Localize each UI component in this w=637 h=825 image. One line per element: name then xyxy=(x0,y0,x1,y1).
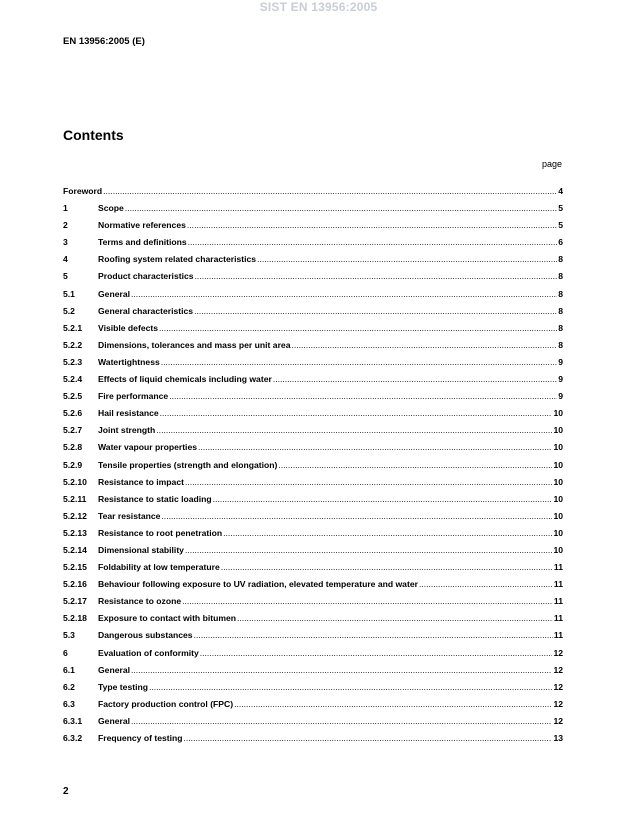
toc-entry[interactable] xyxy=(63,391,563,408)
toc-dot-leader xyxy=(237,613,553,623)
toc-entry-page: 10 xyxy=(553,425,563,436)
toc-entry[interactable] xyxy=(63,477,563,494)
toc-entry-title: Scope xyxy=(98,203,124,214)
toc-dot-leader xyxy=(194,306,557,316)
toc-entry-number: 3 xyxy=(63,237,68,248)
toc-entry-page: 5 xyxy=(558,220,563,231)
toc-entry-page: 11 xyxy=(553,630,563,641)
toc-dot-leader xyxy=(131,716,552,726)
toc-entry-page: 12 xyxy=(553,715,563,726)
toc-entry-title: Factory production control (FPC) xyxy=(98,698,234,709)
toc-entry-number: 5.2.2 xyxy=(63,339,83,350)
toc-entry[interactable] xyxy=(63,579,563,596)
toc-dot-leader xyxy=(131,665,552,675)
toc-entry-number: 6.3 xyxy=(63,698,75,709)
toc-dot-leader xyxy=(184,733,553,743)
toc-entry-page: 8 xyxy=(558,288,563,299)
toc-dot-leader xyxy=(419,579,553,589)
toc-entry-title: Tensile properties (strength and elongation) xyxy=(98,459,278,470)
toc-entry-page: 4 xyxy=(558,186,563,196)
toc-dot-leader xyxy=(160,408,553,418)
toc-entry-title: Dimensions, tolerances and mass per unit area xyxy=(98,339,291,350)
toc-entry-title: Joint strength xyxy=(98,425,156,436)
toc-entry-page: 8 xyxy=(558,339,563,350)
toc-entry-title: Behaviour following exposure to UV radiation, elevated temperature and water xyxy=(98,579,418,590)
toc-entry-number: 5.2.10 xyxy=(63,476,87,487)
toc-entry[interactable] xyxy=(63,733,563,750)
toc-entry-page: 10 xyxy=(553,476,563,487)
toc-entry-title: Evaluation of conformity xyxy=(98,647,199,658)
toc-dot-leader xyxy=(125,203,557,213)
toc-entry[interactable] xyxy=(63,648,563,665)
toc-entry[interactable] xyxy=(63,203,563,220)
toc-entry-title: Roofing system related characteristics xyxy=(98,254,257,265)
toc-entry-number: 6.1 xyxy=(63,664,75,675)
toc-entry-number: 5.2.9 xyxy=(63,459,83,470)
toc-entry-page: 12 xyxy=(553,664,563,675)
toc-entry[interactable] xyxy=(63,682,563,699)
toc-dot-leader xyxy=(194,630,553,640)
toc-entry-number: 5.2.1 xyxy=(63,322,83,333)
toc-dot-leader xyxy=(185,545,552,555)
toc-entry[interactable] xyxy=(63,630,563,647)
page-column-label: page xyxy=(541,159,562,169)
toc-entry-page: 12 xyxy=(553,647,563,658)
toc-entry[interactable] xyxy=(63,613,563,630)
toc-entry-number: 5.2.13 xyxy=(63,527,87,538)
toc-entry[interactable] xyxy=(63,237,563,254)
toc-dot-leader xyxy=(161,357,557,367)
toc-entry-number: 5.3 xyxy=(63,630,75,641)
toc-dot-leader xyxy=(185,477,552,487)
toc-entry-title: Fire performance xyxy=(98,391,169,402)
page-number: 2 xyxy=(63,786,69,797)
toc-entry[interactable] xyxy=(63,460,563,477)
toc-dot-leader xyxy=(182,596,553,606)
toc-entry-title: Resistance to root penetration xyxy=(98,527,223,538)
toc-entry-title: General xyxy=(98,288,131,299)
toc-entry[interactable] xyxy=(63,528,563,545)
toc-dot-leader xyxy=(198,442,552,452)
toc-entry-number: 5.2.7 xyxy=(63,425,83,436)
toc-entry-number: 4 xyxy=(63,254,68,265)
toc-entry[interactable] xyxy=(63,340,563,357)
toc-dot-leader xyxy=(223,528,552,538)
toc-entry-title: Foldability at low temperature xyxy=(98,562,220,573)
toc-entry[interactable] xyxy=(63,186,563,203)
toc-entry-number: 5.2.12 xyxy=(63,510,87,521)
toc-dot-leader xyxy=(169,391,557,401)
toc-entry-number: 5.2.4 xyxy=(63,374,83,385)
toc-dot-leader xyxy=(131,289,557,299)
toc-entry-number: 6.3.2 xyxy=(63,733,83,743)
toc-entry-title: General xyxy=(98,715,131,726)
toc-entry[interactable] xyxy=(63,545,563,562)
toc-dot-leader xyxy=(273,374,557,384)
toc-entry-title: General xyxy=(98,664,131,675)
toc-entry-number: 5.2.3 xyxy=(63,356,83,367)
toc-entry-number: 5.2 xyxy=(63,305,75,316)
toc-entry-page: 8 xyxy=(558,305,563,316)
toc-entry-title: Watertightness xyxy=(98,356,160,367)
toc-dot-leader xyxy=(156,425,552,435)
toc-entry[interactable] xyxy=(63,323,563,340)
toc-entry-title: Resistance to ozone xyxy=(98,596,182,607)
toc-entry[interactable] xyxy=(63,254,563,271)
toc-dot-leader xyxy=(195,271,558,281)
toc-entry-title: Foreword xyxy=(63,186,103,196)
toc-entry-number: 2 xyxy=(63,220,68,231)
toc-entry-page: 5 xyxy=(558,203,563,214)
toc-entry-page: 11 xyxy=(553,562,563,573)
toc-entry[interactable] xyxy=(63,357,563,374)
toc-entry-page: 12 xyxy=(553,698,563,709)
toc-entry-title: Exposure to contact with bitumen xyxy=(98,613,236,624)
toc-entry-number: 5.2.17 xyxy=(63,596,87,607)
toc-entry-title: Water vapour properties xyxy=(98,442,198,453)
toc-dot-leader xyxy=(291,340,557,350)
toc-entry-page: 10 xyxy=(553,459,563,470)
toc-entry[interactable] xyxy=(63,494,563,511)
toc-entry-title: General characteristics xyxy=(98,305,194,316)
toc-entry-number: 5.2.11 xyxy=(63,493,87,504)
toc-entry-number: 5 xyxy=(63,271,68,282)
document-header: EN 13956:2005 (E) xyxy=(63,36,145,47)
toc-entry-number: 6.3.1 xyxy=(63,715,83,726)
toc-entry-number: 5.2.5 xyxy=(63,391,83,402)
toc-entry-title: Effects of liquid chemicals including water xyxy=(98,374,272,385)
toc-entry-title: Resistance to static loading xyxy=(98,493,212,504)
toc-entry-number: 5.2.16 xyxy=(63,579,87,590)
toc-entry[interactable] xyxy=(63,442,563,459)
toc-entry-title: Resistance to impact xyxy=(98,476,184,487)
toc-entry-page: 8 xyxy=(558,254,563,265)
toc-entry-page: 8 xyxy=(558,271,563,282)
toc-entry-page: 13 xyxy=(553,733,563,743)
toc-entry-number: 5.2.6 xyxy=(63,408,83,419)
toc-entry[interactable] xyxy=(63,408,563,425)
toc-entry-page: 6 xyxy=(558,237,563,248)
toc-dot-leader xyxy=(200,648,553,658)
toc-entry-title: Tear resistance xyxy=(98,510,161,521)
toc-entry-page: 8 xyxy=(558,322,563,333)
toc-entry[interactable] xyxy=(63,716,563,733)
toc-dot-leader xyxy=(149,682,552,692)
toc-entry[interactable] xyxy=(63,289,563,306)
toc-entry[interactable] xyxy=(63,271,563,288)
toc-entry-number: 5.2.18 xyxy=(63,613,87,624)
toc-dot-leader xyxy=(159,323,557,333)
toc-entry-title: Dimensional stability xyxy=(98,544,184,555)
toc-entry-number: 1 xyxy=(63,203,68,214)
toc-entry-number: 5.2.8 xyxy=(63,442,83,453)
toc-entry-page: 10 xyxy=(553,510,563,521)
toc-entry-page: 10 xyxy=(553,442,563,453)
toc-entry-number: 5.1 xyxy=(63,288,75,299)
toc-entry-title: Frequency of testing xyxy=(98,733,183,743)
toc-dot-leader xyxy=(234,699,552,709)
toc-dot-leader xyxy=(213,494,553,504)
toc-entry-page: 12 xyxy=(553,681,563,692)
toc-entry[interactable] xyxy=(63,374,563,391)
toc-entry[interactable] xyxy=(63,596,563,613)
toc-entry-page: 10 xyxy=(553,544,563,555)
toc-entry-page: 11 xyxy=(553,579,563,590)
toc-entry-title: Terms and definitions xyxy=(98,237,187,248)
toc-entry-title: Product characteristics xyxy=(98,271,194,282)
toc-entry[interactable] xyxy=(63,220,563,237)
toc-entry-number: 5.2.14 xyxy=(63,544,87,555)
toc-entry-title: Type testing xyxy=(98,681,148,692)
toc-entry[interactable] xyxy=(63,665,563,682)
toc-dot-leader xyxy=(103,186,557,196)
toc-dot-leader xyxy=(278,460,552,470)
toc-entry[interactable] xyxy=(63,511,563,528)
toc-entry-number: 6.2 xyxy=(63,681,75,692)
toc-entry-page: 9 xyxy=(558,391,563,402)
table-of-contents xyxy=(63,186,563,750)
toc-entry[interactable] xyxy=(63,306,563,323)
page-title: Contents xyxy=(63,127,124,143)
toc-entry[interactable] xyxy=(63,699,563,716)
toc-entry-page: 10 xyxy=(553,493,563,504)
toc-entry-page: 9 xyxy=(558,356,563,367)
toc-entry-page: 10 xyxy=(553,527,563,538)
toc-entry-number: 6 xyxy=(63,647,68,658)
toc-entry-number: 5.2.15 xyxy=(63,562,87,573)
toc-entry-page: 11 xyxy=(553,613,563,624)
toc-entry-page: 9 xyxy=(558,374,563,385)
toc-entry-title: Dangerous substances xyxy=(98,630,193,641)
toc-entry[interactable] xyxy=(63,425,563,442)
toc-entry-page: 10 xyxy=(553,408,563,419)
toc-dot-leader xyxy=(257,254,557,264)
toc-entry-page: 11 xyxy=(553,596,563,607)
toc-dot-leader xyxy=(188,237,558,247)
toc-dot-leader xyxy=(161,511,552,521)
toc-entry[interactable] xyxy=(63,562,563,579)
toc-entry-title: Normative references xyxy=(98,220,186,231)
toc-entry-title: Visible defects xyxy=(98,322,159,333)
toc-dot-leader xyxy=(221,562,553,572)
watermark: SIST EN 13956:2005 xyxy=(259,0,378,14)
toc-entry-title: Hail resistance xyxy=(98,408,159,419)
toc-dot-leader xyxy=(187,220,557,230)
